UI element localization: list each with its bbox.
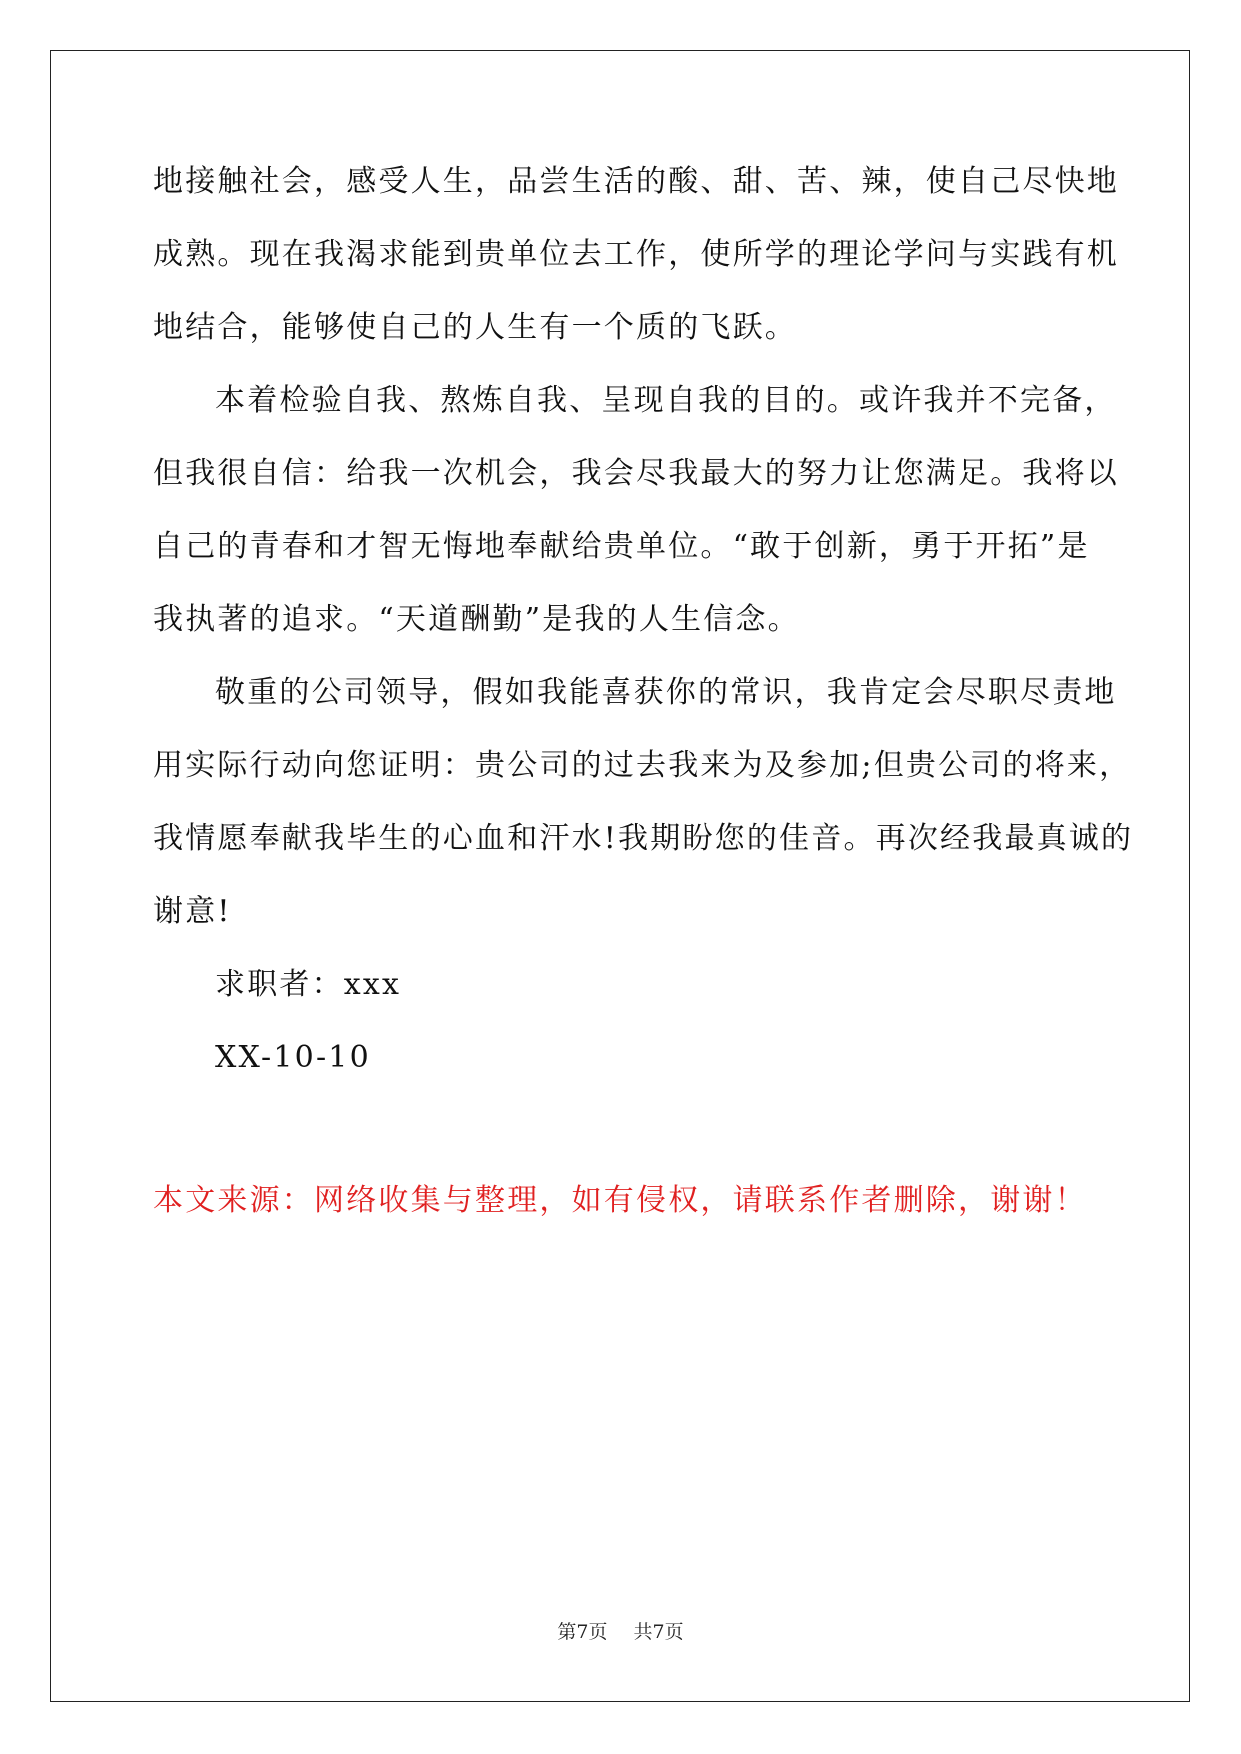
paragraph-2-line-2: 但我很自信：给我一次机会，我会尽我最大的努力让您满足。我将以 <box>153 456 1119 491</box>
page-number-total: 共7页 <box>633 1621 684 1643</box>
source-notice: 本文来源：网络收集与整理，如有侵权，请联系作者删除，谢谢！ <box>153 1183 1087 1218</box>
paragraph-2-line-1: 本着检验自我、熬炼自我、呈现自我的目的。或许我并不完备， <box>215 383 1117 418</box>
page-footer <box>0 1620 1241 1644</box>
date: XX-10-10 <box>215 1040 371 1075</box>
signature: 求职者：xxx <box>215 967 402 1002</box>
paragraph-1-line-1: 地接触社会，感受人生，品尝生活的酸、甜、苦、辣，使自己尽快地 <box>153 164 1119 199</box>
paragraph-1-line-3: 地结合，能够使自己的人生有一个质的飞跃。 <box>153 310 797 345</box>
paragraph-1-line-2: 成熟。现在我渴求能到贵单位去工作，使所学的理论学问与实践有机 <box>153 237 1119 272</box>
page-frame <box>50 50 1190 1702</box>
paragraph-3-line-3: 我情愿奉献我毕生的心血和汗水!我期盼您的佳音。再次经我最真诚的 <box>153 821 1134 856</box>
paragraph-3-line-2: 用实际行动向您证明：贵公司的过去我来为及参加;但贵公司的将来， <box>153 748 1132 783</box>
paragraph-3-line-4: 谢意! <box>153 894 232 929</box>
page-number-current: 第7页 <box>557 1621 608 1643</box>
paragraph-2-line-4: 我执著的追求。“天道酬勤”是我的人生信念。 <box>153 602 800 637</box>
paragraph-2-line-3: 自己的青春和才智无悔地奉献给贵单位。“敢于创新，勇于开拓”是 <box>153 529 1090 564</box>
paragraph-3-line-1: 敬重的公司领导，假如我能喜获你的常识，我肯定会尽职尽责地 <box>215 675 1117 710</box>
